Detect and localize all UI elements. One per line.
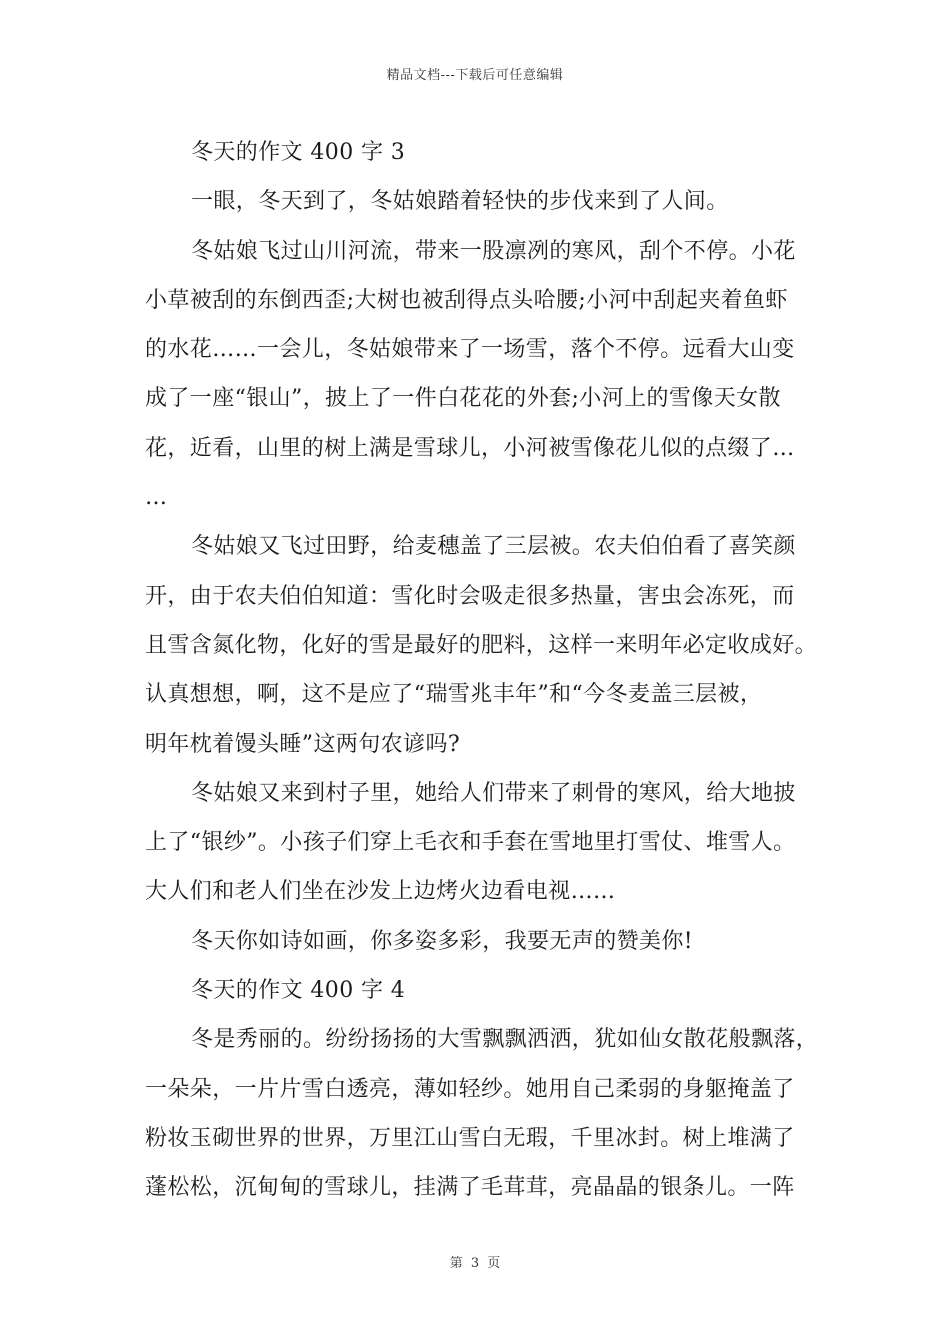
- text-line: 开，由于农夫伯伯知道：雪化时会吸走很多热量，害虫会冻死，而: [145, 583, 795, 609]
- text-line: 花，近看，山里的树上满是雪球儿，小河被雪像花儿似的点缀了…: [145, 435, 795, 461]
- text-line: 冬姑娘又来到村子里，她给人们带来了刺骨的寒风，给大地披: [191, 780, 796, 806]
- text-line: 冬天的作文 400 字 3: [191, 140, 406, 165]
- text-line: 一眼，冬天到了，冬姑娘踏着轻快的步伐来到了人间。: [191, 189, 729, 215]
- text-line: 且雪含氮化物，化好的雪是最好的肥料，这样一来明年必定收成好。: [145, 632, 818, 658]
- text-line: 冬是秀丽的。纷纷扬扬的大雪飘飘洒洒，犹如仙女散花般飘落，: [191, 1027, 819, 1053]
- text-line: 粉妆玉砌世界的世界，万里江山雪白无瑕，千里冰封。树上堆满了: [145, 1125, 795, 1151]
- page-header: 精品文档---下载后可任意编辑: [386, 68, 564, 83]
- text-line: 小草被刮的东倒西歪;大树也被刮得点头哈腰;小河中刮起夹着鱼虾: [145, 287, 788, 313]
- text-line: 冬姑娘又飞过田野，给麦穗盖了三层被。农夫伯伯看了喜笑颜: [191, 534, 796, 560]
- text-line: 一朵朵，一片片雪白透亮，薄如轻纱。她用自己柔弱的身躯掩盖了: [145, 1076, 795, 1102]
- text-line: 明年枕着馒头睡”这两句农谚吗?: [145, 731, 461, 757]
- text-line: 冬天的作文 400 字 4: [191, 978, 406, 1004]
- text-line: 大人们和老人们坐在沙发上边烤火边看电视……: [145, 879, 616, 905]
- page-number: 第 3 页: [449, 1256, 501, 1271]
- text-line: 上了“银纱”。小孩子们穿上毛衣和手套在雪地里打雪仗、堆雪人。: [145, 830, 796, 856]
- text-line: …: [145, 485, 168, 511]
- text-line: 蓬松松，沉甸甸的雪球儿，挂满了毛茸茸，亮晶晶的银条儿。一阵: [145, 1175, 795, 1201]
- document-body: [145, 128, 819, 1213]
- text-line: 冬天你如诗如画，你多姿多彩，我要无声的赞美你!: [191, 928, 694, 954]
- text-line: 冬姑娘飞过山川河流，带来一股凛冽的寒风，刮个不停。小花: [191, 238, 796, 264]
- text-line: 成了一座“银山”，披上了一件白花花的外套;小河上的雪像天女散: [145, 386, 781, 412]
- text-line: 的水花……一会儿，冬姑娘带来了一场雪，落个不停。远看大山变: [145, 337, 795, 363]
- text-line: 认真想想，啊，这不是应了“瑞雪兆丰年”和“今冬麦盖三层被，: [145, 682, 763, 708]
